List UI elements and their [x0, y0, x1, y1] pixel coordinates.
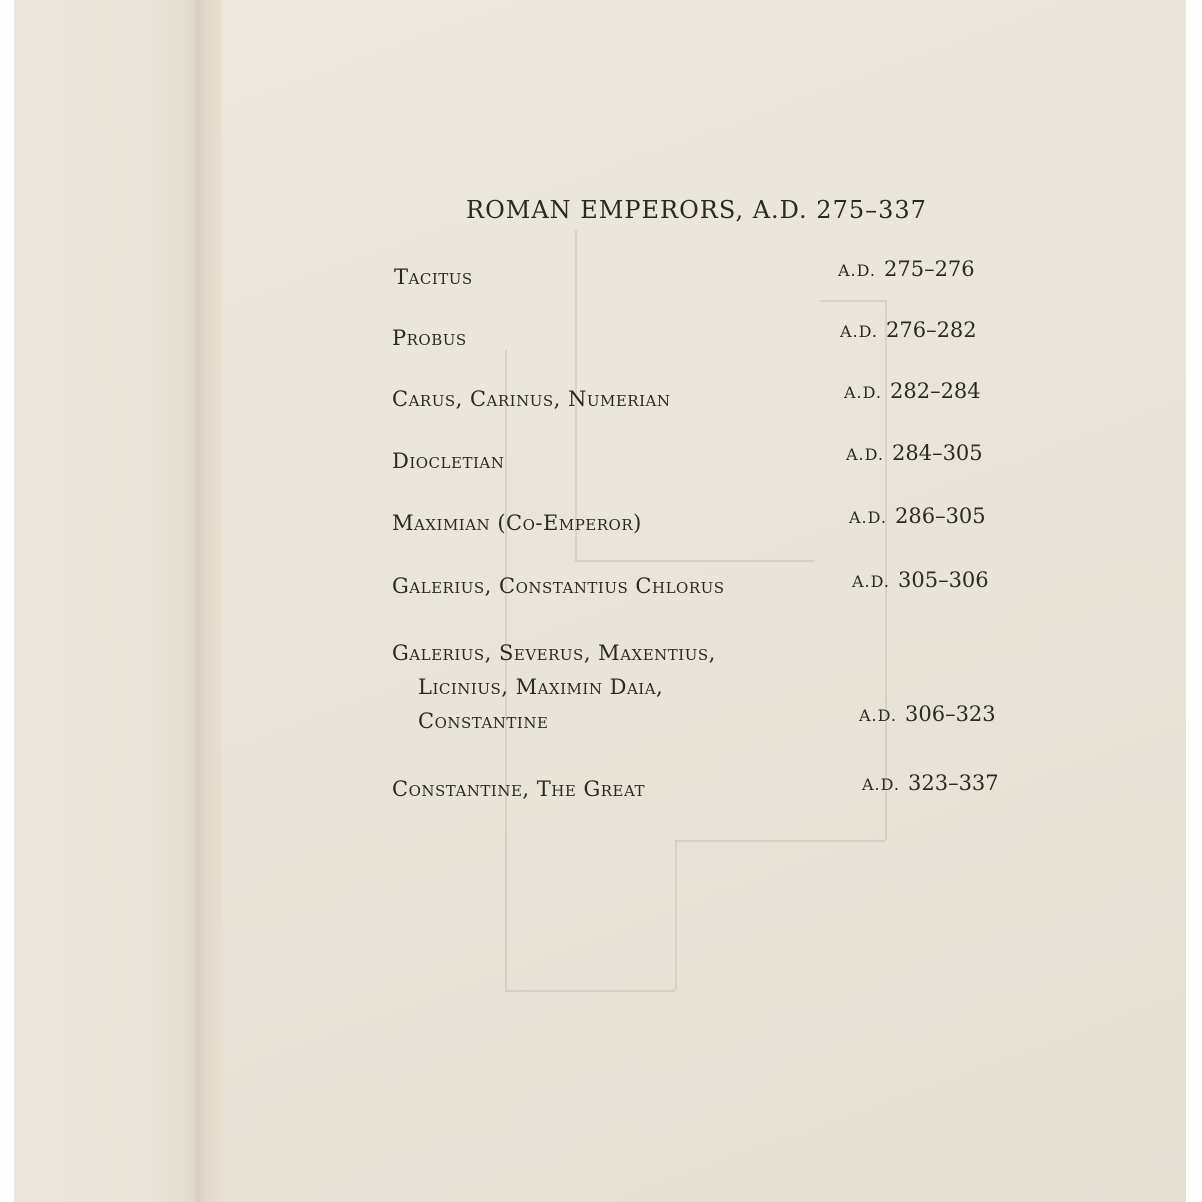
reign-dates	[852, 563, 989, 599]
emperor-name-line: Constantine	[418, 709, 549, 733]
emperor-name	[394, 260, 473, 294]
emperor-name	[392, 506, 642, 540]
reign-dates	[838, 252, 975, 288]
reign-dates	[859, 697, 996, 733]
emperor-name-line: Maximian (Co-Emperor)	[392, 511, 642, 535]
emperor-name-line: Constantine, The Great	[392, 777, 646, 801]
emperor-name	[392, 569, 725, 603]
era-label: A.D.	[849, 508, 887, 527]
emperor-name-line: Galerius, Constantius Chlorus	[392, 574, 725, 598]
era-label: A.D.	[840, 322, 878, 341]
era-label: A.D.	[838, 261, 876, 280]
reign-years: 276–282	[885, 318, 977, 342]
reign-years: 284–305	[891, 441, 983, 465]
emperor-name-line: Carus, Carinus, Numerian	[392, 387, 671, 411]
emperor-name-line: Galerius, Severus, Maxentius,	[392, 641, 716, 665]
emperor-name	[392, 772, 645, 806]
reign-years: 323–337	[907, 771, 999, 795]
era-label: A.D.	[844, 383, 882, 402]
emperor-name-line: Probus	[392, 326, 467, 350]
reign-dates	[846, 436, 983, 472]
reign-years: 306–323	[904, 702, 996, 726]
reign-years: 305–306	[897, 568, 989, 592]
reign-dates	[849, 499, 986, 535]
era-label: A.D.	[852, 572, 890, 591]
emperor-name	[392, 321, 467, 355]
emperor-name	[392, 636, 716, 738]
reign-dates	[840, 313, 977, 349]
era-label: A.D.	[846, 445, 884, 464]
emperor-name-line: Tacitus	[394, 265, 473, 289]
reign-years: 275–276	[883, 257, 975, 281]
reign-years: 282–284	[889, 379, 981, 403]
reign-dates	[862, 766, 999, 802]
reign-dates	[844, 374, 981, 410]
era-label: A.D.	[859, 706, 897, 725]
reign-years: 286–305	[894, 504, 986, 528]
emperor-name-line: Diocletian	[392, 449, 505, 473]
era-label: A.D.	[862, 775, 900, 794]
emperor-name	[392, 382, 670, 416]
emperor-name	[392, 444, 504, 478]
emperor-name-line: Licinius, Maximin Daia,	[418, 675, 664, 699]
page-title: ROMAN EMPERORS, A.D. 275–337	[466, 196, 927, 224]
